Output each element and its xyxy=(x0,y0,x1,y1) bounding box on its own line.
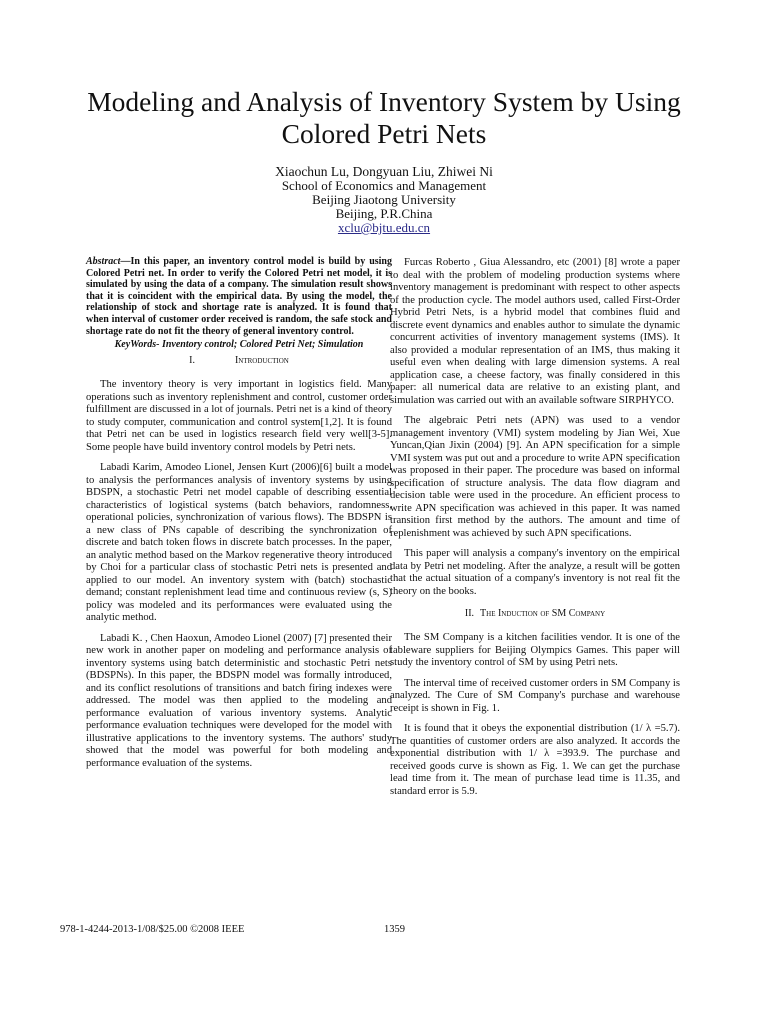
section-heading-sm-company xyxy=(390,608,680,620)
section-number: II. xyxy=(464,608,475,619)
affiliation-location: Beijing, P.R.China xyxy=(335,206,433,221)
right-column xyxy=(390,257,680,806)
paragraph: Labadi K. , Chen Haoxun, Amodeo Lionel (2007) [7] presented their new work in another paper on modeling and performance analysis of inventory systems using batch deterministic and stochastic Petri nets (BDSPNs). In this paper, the BDSPN model was formally introduced, and its conflict resolutions of transitions and batch firing indexes were addressed. The model was then applied to the modeling and performance evaluation of various inventory systems. Analytic performance evaluation techniques were developed for the model with illustrative applications to the inventory systems. The authors' study showed that the model was powerful for both modeling and performance evaluation of the systems. xyxy=(86,632,392,769)
affiliation-university: Beijing Jiaotong University xyxy=(312,192,456,207)
page-number: 1359 xyxy=(384,924,405,935)
footer-isbn: 978-1-4244-2013-1/08/$25.00 ©2008 IEEE xyxy=(60,924,245,935)
section-title: The Induction of SM Company xyxy=(480,608,606,619)
abstract-text: —In this paper, an inventory control model is build by using Colored Petri net. In order to verify the Colored Petri net model, it is simulated by using the data of a company. The simulation result shows that it is coincident with the empirical data. By using the model, the relationship of stock and shortage rate is analyzed. It is found that when interval of customer order received is random, the safe stock and shortage rate do not fit the theory of general inventory control. xyxy=(86,256,392,337)
paper-title: Modeling and Analysis of Inventory System by Using Colored Petri Nets xyxy=(87,86,681,149)
paragraph: The interval time of received customer orders in SM Company is analyzed. The Cure of SM Company's purchase and warehouse receipt is shown in Fig. 1. xyxy=(390,677,680,714)
paragraph: The SM Company is a kitchen facilities vendor. It is one of the tableware suppliers for Beijing Olympics Games. This paper will study the inventory control of SM by using Petri nets. xyxy=(390,632,680,668)
abstract-lead: Abstract xyxy=(86,256,121,267)
keywords: KeyWords- Inventory control; Colored Petri Net; Simulation xyxy=(114,339,364,351)
abstract xyxy=(86,256,392,337)
section-heading-introduction xyxy=(86,355,392,367)
paragraph: This paper will analysis a company's inventory on the empirical data by Petri net modeling. After the analyze, a result will be gotten that the actual situation of a company's inventory is not real fit the theory on the books. xyxy=(390,548,680,597)
paragraph: Labadi Karim, Amodeo Lionel, Jensen Kurt (2006)[6] built a model to analysis the performances analysis of inventory systems by using BDSPN, a stochastic Petri net model capable of describing essential characteristics of logistical systems (batch behaviors, randomness, operational policies, synchronization of various flows). The BDSPN is a new class of PNs capable of describing the synchronization of discrete and batch token flows in discrete batch processes. In the paper, an analytic method based on the Markov regenerative theory introduced by Choi for a particular class of stochastic Petri nets is presented and applied to our model. An inventory system with (batch) stochastic demand; constant replenishment lead time and continuous review (s, S) policy was modeled and its performances were evaluated using the analytic method. xyxy=(86,462,392,624)
affiliation-school: School of Economics and Management xyxy=(281,178,487,193)
section-number: I. xyxy=(189,355,195,367)
author-email-link[interactable]: xclu@bjtu.edu.cn xyxy=(337,220,431,235)
left-column xyxy=(86,256,392,778)
author-names: Xiaochun Lu, Dongyuan Liu, Zhiwei Ni xyxy=(275,164,493,179)
paragraph: The algebraic Petri nets (APN) was used to a vendor management inventory (VMI) system modeling by Jian Wei, Xue Yuncan,Qian Jixin (2004) [9]. An APN specification for a simple VMI system was put out and a procedure to write APN specification was proposed in their paper. The procedure was based on informal specification of structure analysis. The data flow diagram and decision table were used in the procedure. An efficient process to write APN specification was achieved in this paper. It was named transition first method by the authors. The amount and time of replenishment was achieved by such APN specifications. xyxy=(390,415,680,539)
paragraph: The inventory theory is very important in logistics field. Many operations such as inventory replenishment and control, customer order fulfillment are discussed in a lot of journals. Petri net is a kind of theory to study computer, communication and control system[1,2]. It is found that Petri net can be used in logistics research field very well[3-5]. Some people have build inventory control models by Petri nets. xyxy=(86,379,392,453)
author-block xyxy=(180,164,588,235)
paragraph: Furcas Roberto , Giua Alessandro, etc (2001) [8] wrote a paper to deal with the problem of modeling production systems where inventory management is predominant with respect to other aspects of the production cycle. The model authors used, called First-Order Hybrid Petri Nets, is a hybrid model that combines fluid and discrete event dynamics and enables author to simulate the dynamic concurrent activities of inventory management systems (IMS). It also provided a modular representation of an IMS, thus making it useful even when dealing with large dimension systems. A real application case, a cheese factory, was finally considered in this paper: all numerical data are relative to an existing plant, and simulation was carried out with an available software SIRPHYCO. xyxy=(390,257,680,406)
section-title: Introduction xyxy=(234,355,289,367)
paragraph: It is found that it obeys the exponential distribution (1/ λ =5.7). The quantities of customer orders are also analyzed. It accords the exponential distribution with 1/ λ =393.9. The purchase and received goods curve is shown as Fig. 1. We can get the purchase lead time from it. The mean of purchase lead time is 11.35, and standard error is 5.9. xyxy=(390,723,680,797)
